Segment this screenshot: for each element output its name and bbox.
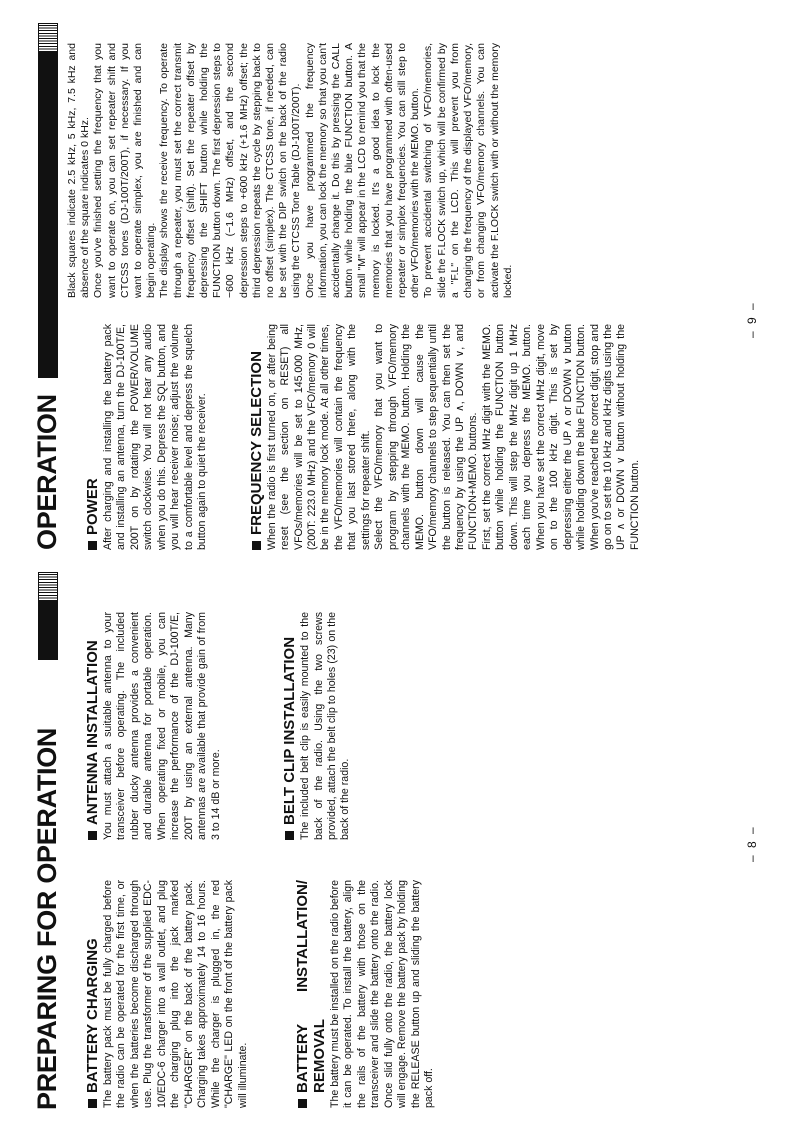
paragraph: Once you've finished setting the frequency that you want to operate on, you can set repeater shift and CTCSS tones (DJ-100T/200T), if necessary. If you want to operate simplex, you are finished and can begin operating.	[92, 43, 158, 298]
square-bullet-icon	[88, 1099, 97, 1108]
square-bullet-icon	[88, 831, 97, 840]
section-body: You must attach a suitable antenna to your transceiver before operating. The included rubber ducky antenna provides a convenient and durable antenna for portable operation. When operating fixed or mobile, you can increase the performance of the DJ-100T/E, 200T by using an external antenna. Many antennas are available that provide gain of from 3 to 14 dB or more.	[102, 612, 222, 840]
paragraph: When the radio is first turned on, or after being reset (see the section on RESET) all VFOs/memories will be set to 145.000 MHz, (200T: 223.0 MHz) and the VFO/memory 0 will be in the memory lock mode. At all other times, the VFO/memories will contain the frequency that you last stored there, along with the settings for repeater shift.	[265, 324, 372, 550]
section-body: The battery must be installed on the radio before it can be operated. To install the battery, align the rails of the battery with those on the transceiver and slide the battery onto the radio. Once slid fully onto the radio, the battery lock will engage. Remove the battery pack by holding the RELEASE button up and sliding the battery pack off.	[328, 880, 436, 1108]
column	[84, 612, 353, 840]
square-bullet-icon	[298, 1099, 307, 1108]
section-heading	[294, 880, 328, 1108]
paragraph: First, set the correct MHz digit with the MEMO. button while holding the FUNCTION button down. This will step the MHz digit up 1 MHz each time you depress the MEMO. button. When you have set the correct MHz digit, move on to the 100 kHz digit. This is set by depressing either the UP ∧ or DOWN ∨ button while holding down the blue FUNCTION button. When you've reached the correct digit, stop and go on to set the 10 kHz and kHz digits using the UP ∧ or DOWN ∨ button without holding the FUNCTION button.	[480, 324, 641, 550]
page-title: OPERATION	[32, 394, 62, 550]
heading-text: BATTERY INSTALLATION/ REMOVAL	[293, 880, 328, 1093]
paragraph: The display shows the receive frequency. To operate through a repeater, you must set the correct transmit frequency offset (shift). Set the repeater offset by depressing the SHIFT button while holding the FUNCTION button down. The first depression steps to −600 kHz (−1.6 MHz) offset, and the second depression steps to +600 kHz (+1.6 MHz) offset; the third depression repeats the cycle by stepping back to no offset (simplex). The CTCSS tone, if needed, can be set with the DIP switch on the back of the radio using the CTCSS Tone Table (DJ-100T/200T).	[158, 43, 303, 298]
title-hatch-decoration	[38, 23, 58, 53]
paragraph: Once you have programmed the frequency information, you can lock the memory so that you can't accidentally change it. Do this by pressing the CALL button while holding the blue FUNCTION button. A small "M" will appear in the LCD to remind you that the memory is locked. It's a good idea to lock the memories that you have programmed with often-used repeater or simplex frequencies. You can still step to other VFO/memories with the MEMO. button.	[303, 43, 422, 298]
column	[66, 43, 515, 298]
paragraph: To prevent accidental switching of VFO/memories, slide the F.LOCK switch up, which will be confirmed by a "F.L" on the LCD. This will prevent you from changing the frequency of the displayed VFO/memory, or from changing VFO/memory channels. You can activate the F.LOCK switch with or without the memory locked.	[422, 43, 514, 298]
section-body: The battery pack must be fully charged before the radio can be operated for the first time, or when the batteries become discharged through use. Plug the transformer of the supplied EDC-10/EDC-6 charger into a wall outlet, and plug the charging plug into the jack marked "CHARGER" on the back of the battery pack. Charging takes approximately 14 to 16 hours. While the charger is plugged in, the red "CHARGE" LED on the front of the battery pack will illuminate.	[102, 880, 249, 1108]
section-heading	[248, 324, 265, 550]
page-title: PREPARING FOR OPERATION	[32, 727, 62, 1110]
paragraph: Select the VFO/memory that you want to program by stepping through VFO/memory channels with the MEMO. button. Holding the MEMO. button down will cause the VFO/memory channels to step sequentially until the button is released. You can then set the frequency by using the UP ∧, DOWN ∨, and FUNCTION+MEMO. buttons.	[373, 324, 480, 550]
page-number: – 9 –	[745, 301, 759, 338]
paragraph: Black squares indicate 2.5 kHz, 5 kHz, 7.5 kHz and absence of the square indicates 0 kHz.	[66, 43, 92, 298]
section-heading	[281, 612, 298, 840]
heading-text: BELT CLIP INSTALLATION	[281, 636, 299, 825]
section-body: After charging and installing the battery pack and installing an antenna, turn the DJ-100T/E, 200T on by rotating the POWER/VOLUME switch clockwise. You will not hear any audio when you do this. Depress the SQL button, and you will hear receiver noise; adjust the volume to a comfortable level and depress the squelch button again to quiet the receiver.	[102, 324, 209, 550]
heading-text: POWER	[84, 478, 101, 535]
section-heading	[84, 324, 101, 550]
title-hatch-decoration	[38, 572, 58, 602]
heading-text: ANTENNA INSTALLATION	[84, 640, 101, 825]
page-number: – 8 –	[745, 825, 759, 862]
square-bullet-icon	[285, 831, 294, 840]
column	[84, 324, 642, 550]
page-8	[0, 562, 793, 1122]
heading-text: FREQUENCY SELECTION	[247, 351, 265, 535]
heading-text: BATTERY CHARGING	[84, 938, 101, 1093]
section-heading	[84, 880, 101, 1108]
title-rule	[38, 602, 58, 660]
page-9	[0, 0, 793, 560]
section-body: The included belt clip is easily mounted to the back of the radio. Using the two screws provided, attach the belt clip to holes (23) on the back of the radio.	[299, 612, 352, 840]
square-bullet-icon	[88, 541, 97, 550]
section-heading	[84, 612, 101, 840]
title-rule	[38, 53, 58, 378]
square-bullet-icon	[252, 541, 261, 550]
column	[84, 880, 437, 1108]
